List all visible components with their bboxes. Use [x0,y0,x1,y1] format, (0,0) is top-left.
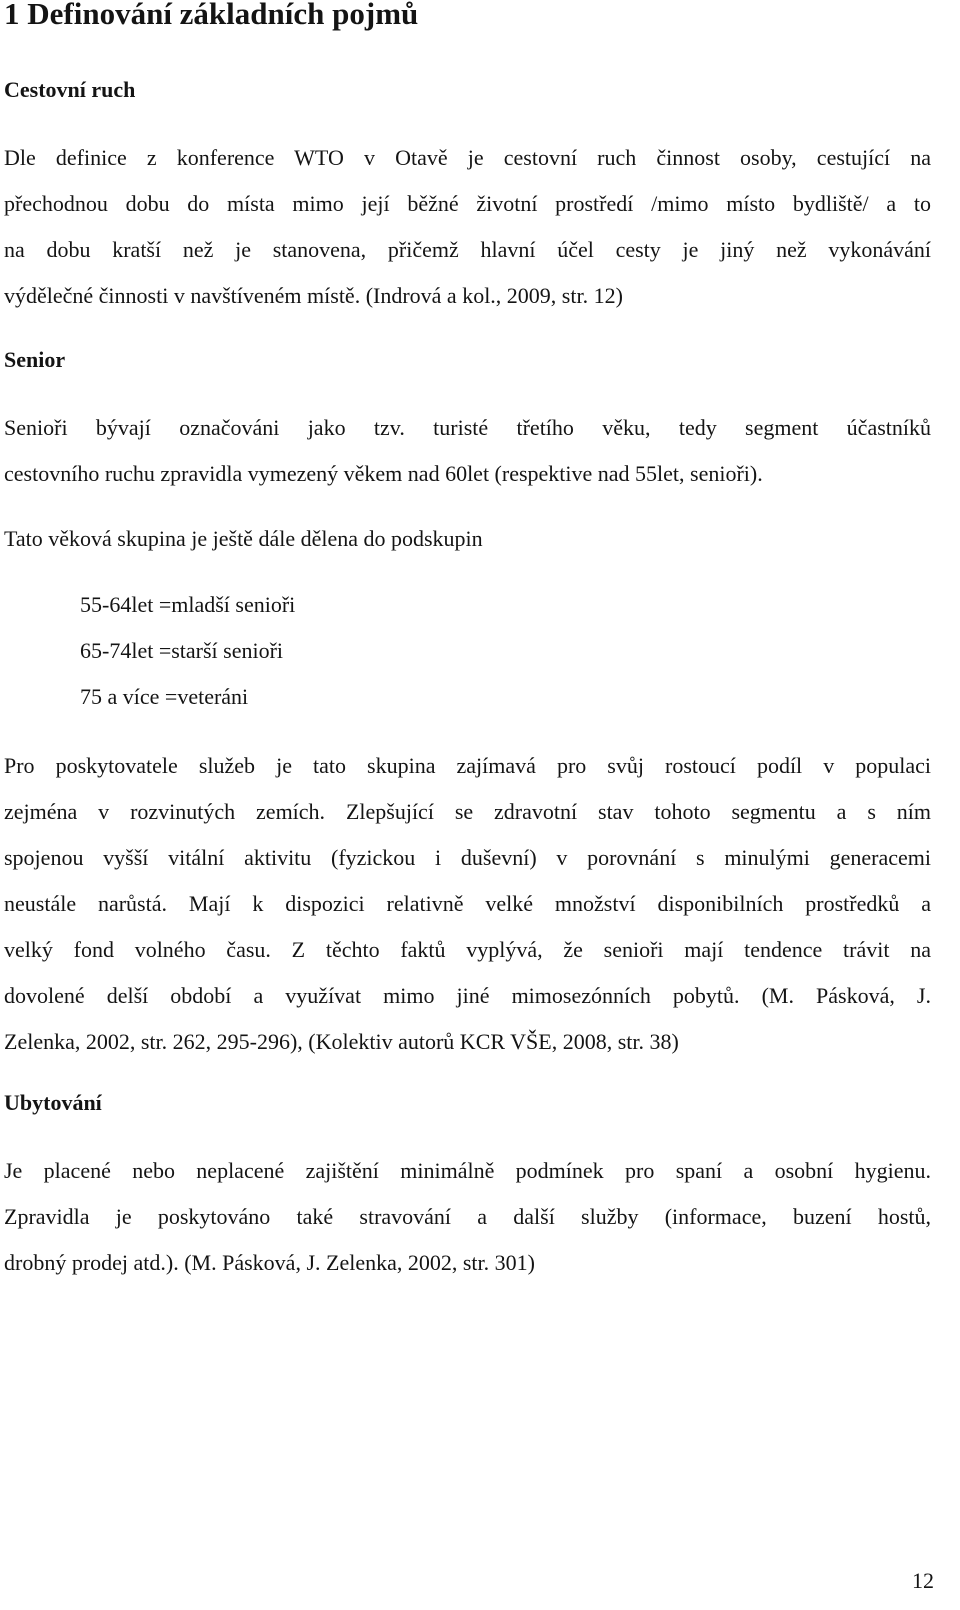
text-line: cestovního ruchu zpravidla vymezený věkem nad 60let (respektive nad 55let, senioři). [4,461,763,486]
text-line: Zelenka, 2002, str. 262, 295-296), (Kolektiv autorů KCR VŠE, 2008, str. 38) [4,1029,679,1054]
paragraph-ubytovani-definition [4,1148,931,1286]
text-line: zejména v rozvinutých zemích. Zlepšující se zdravotní stav tohoto segmentu a s ním [4,799,931,824]
section-heading-cestovni-ruch: Cestovní ruch [4,77,136,102]
text-line: dovolené delší období a využívat mimo jiné mimosezónních pobytů. (M. Pásková, J. [4,983,931,1008]
list-item: 65-74let =starší senioři [80,638,284,663]
paragraph-senior-definition [4,405,931,497]
text-line: na dobu kratší než je stanovena, přičemž hlavní účel cesty je jiný než vykonávání [4,237,931,262]
chapter-title: 1 Definování základních pojmů [4,0,419,31]
paragraph-cestovni-ruch-definition [4,135,931,319]
list-item: 75 a více =veteráni [80,684,249,709]
page-number: 12 [912,1568,934,1593]
senior-subgroups-list [80,582,295,720]
paragraph-senior-intro [4,516,931,562]
section-heading-senior: Senior [4,347,66,372]
list-item: 55-64let =mladší senioři [80,592,296,617]
text-line: přechodnou dobu do místa mimo její běžné životní prostředí /mimo místo bydliště/ a to [4,191,931,216]
text-line: Dle definice z konference WTO v Otavě je cestovní ruch činnost osoby, cestující na [4,145,931,170]
text-line: Zpravidla je poskytováno také stravování a další služby (informace, buzení hostů, [4,1204,931,1229]
text-line: neustále narůstá. Mají k dispozici relativně velké množství disponibilních prostředků a [4,891,931,916]
text-line: výdělečné činnosti v navštíveném místě. (Indrová a kol., 2009, str. 12) [4,283,623,308]
text-line: Senioři bývají označováni jako tzv. turisté třetího věku, tedy segment účastníků [4,415,931,440]
text-line: drobný prodej atd.). (M. Pásková, J. Zelenka, 2002, str. 301) [4,1250,535,1275]
paragraph-senior-detail [4,743,931,1065]
text-line: spojenou vyšší vitální aktivitu (fyzickou i duševní) v porovnání s minulými generacemi [4,845,931,870]
text-line: Je placené nebo neplacené zajištění minimálně podmínek pro spaní a osobní hygienu. [4,1158,931,1183]
text-line: Pro poskytovatele služeb je tato skupina zajímavá pro svůj rostoucí podíl v populaci [4,753,931,778]
section-heading-ubytovani: Ubytování [4,1090,102,1115]
text-line: velký fond volného času. Z těchto faktů vyplývá, že senioři mají tendence trávit na [4,937,931,962]
text-line: Tato věková skupina je ještě dále dělena do podskupin [4,526,483,551]
